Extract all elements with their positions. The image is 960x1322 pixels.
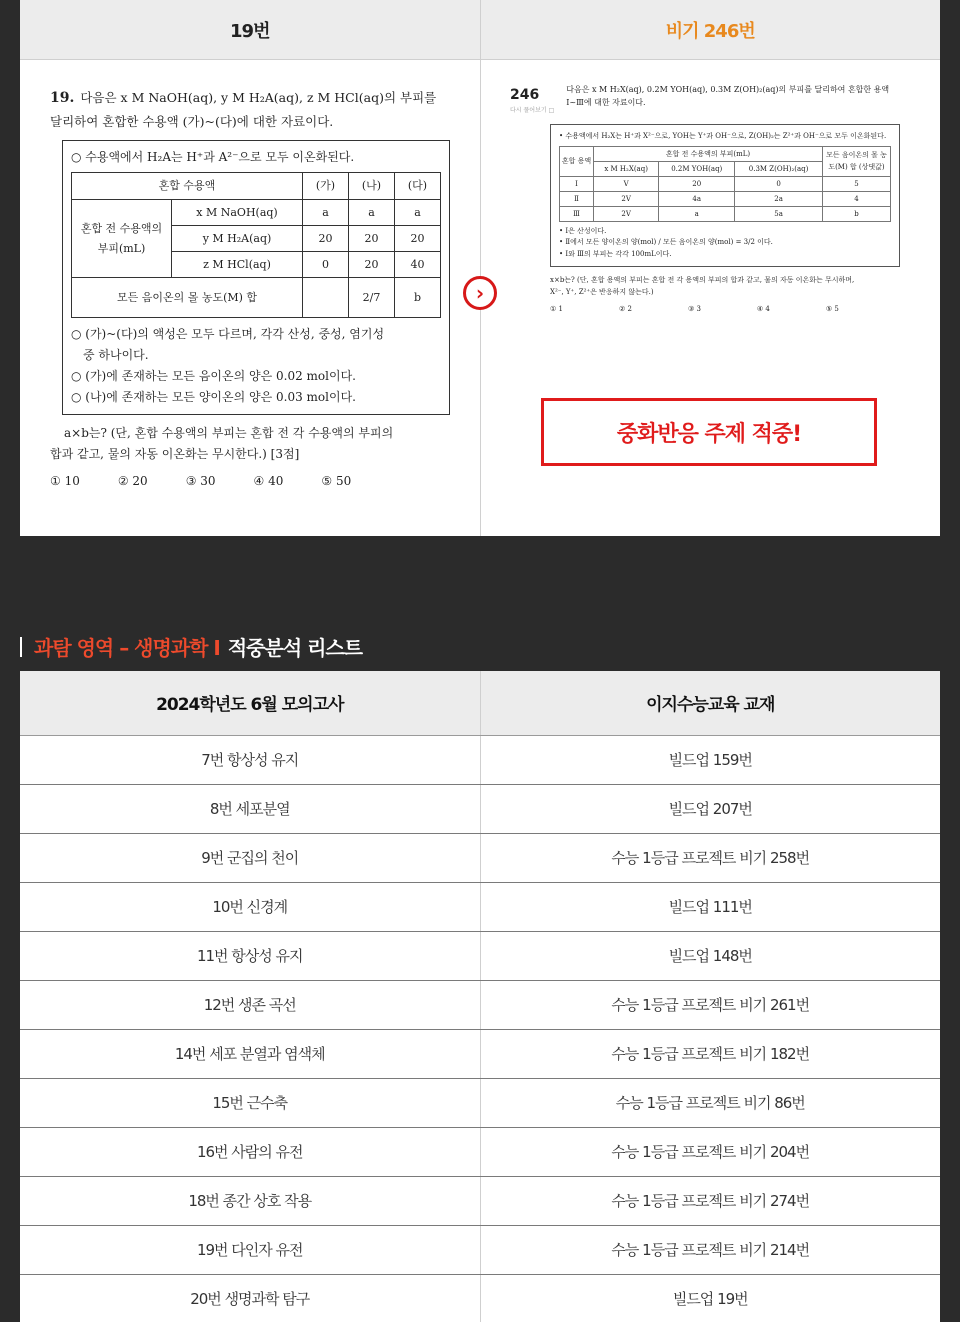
textbook-cell: 수능 1등급 프로젝트 비기 214번 [480, 1225, 940, 1274]
answer-choices [50, 471, 460, 492]
table-cell [303, 278, 349, 318]
title-bar [20, 637, 22, 657]
textbook-cell: 5a [735, 207, 823, 222]
comparison-body [20, 60, 940, 536]
condition-2: ○ (가)에 존재하는 모든 음이온의 양은 0.02 mol이다. [71, 369, 356, 384]
table-row [20, 980, 940, 1029]
table-row [20, 1078, 940, 1127]
box-intro: ○ 수용액에서 H₂A는 H⁺과 A²⁻으로 모두 이온화된다. [71, 150, 355, 165]
left-header: 19번 [20, 0, 481, 59]
table-row [20, 735, 940, 784]
choice: ⑤ 5 [825, 304, 839, 313]
question-table [71, 172, 441, 318]
exam-cell: 16번 사람의 유전 [20, 1127, 480, 1176]
textbook-cell: 5 [823, 177, 891, 192]
table-row [20, 1225, 940, 1274]
hit-callout: 중화반응 주제 적중! [541, 398, 877, 466]
choice: ② 2 [618, 304, 632, 313]
retry-label: 다시 풀어보기 □ [510, 107, 555, 115]
table-cell: 40 [395, 252, 441, 278]
table-row [20, 931, 940, 980]
choice: ③ 3 [687, 304, 701, 313]
table-last-label: 모든 음이온의 몰 농도(M) 합 [72, 278, 303, 318]
table-row-label: z M HCl(aq) [172, 252, 303, 278]
textbook-cond-2: • Ⅱ에서 모든 양이온의 양(mol) / 모든 음이온의 양(mol) = 3/2 이다. [559, 238, 773, 247]
textbook-cell: 수능 1등급 프로젝트 비기 274번 [480, 1176, 940, 1225]
textbook-cell: 수능 1등급 프로젝트 비기 261번 [480, 980, 940, 1029]
question-number: 19. [50, 90, 75, 106]
choice: ① 10 [50, 474, 80, 489]
choice: ④ 4 [756, 304, 770, 313]
textbook-cell: 수능 1등급 프로젝트 비기 86번 [480, 1078, 940, 1127]
textbook-stem-1: 다음은 x M H₂X(aq), 0.2M YOH(aq), 0.3M Z(OH)₂(aq)의 부피를 달리하여 혼합한 용액 [566, 85, 890, 94]
section-title-red: 과탐 영역 – 생명과학 I [34, 636, 220, 660]
choice: ⑤ 50 [321, 474, 352, 489]
table-row-label: x M NaOH(aq) [172, 199, 303, 225]
choice: ② 20 [117, 474, 148, 489]
textbook-table [559, 146, 891, 222]
exam-cell: 15번 근수축 [20, 1078, 480, 1127]
col-header-exam: 2024학년도 6월 모의고사 [20, 671, 480, 735]
question-ask-2: 합과 같고, 물의 자동 이온화는 무시한다.) [3점] [50, 447, 300, 462]
textbook-row-label: Ⅰ [560, 177, 594, 192]
textbook-cell: 4a [659, 192, 735, 207]
textbook-row-label: Ⅱ [560, 192, 594, 207]
choice: ① 1 [550, 304, 563, 313]
table-cell: 20 [395, 225, 441, 251]
table-cell: 0 [303, 252, 349, 278]
question-stem-1: 다음은 x M NaOH(aq), y M H₂A(aq), z M HCl(aq)의 부피를 [80, 90, 437, 105]
right-header: 비기 246번 [665, 20, 755, 42]
textbook-col: 0.3M Z(OH)₂(aq) [735, 162, 823, 177]
exam-cell: 8번 세포분열 [20, 784, 480, 833]
table-cell: b [395, 278, 441, 318]
textbook-cell: 2a [735, 192, 823, 207]
exam-cell: 18번 종간 상호 작용 [20, 1176, 480, 1225]
exam-cell: 12번 생존 곡선 [20, 980, 480, 1029]
table-row-label: y M H₂A(aq) [172, 225, 303, 251]
table-col: (나) [349, 173, 395, 199]
textbook-cell: 4 [823, 192, 891, 207]
exam-cell: 9번 군집의 천이 [20, 833, 480, 882]
comparison-header [20, 0, 940, 60]
table-cell: a [395, 199, 441, 225]
textbook-head-a: 혼합 용액 [560, 147, 594, 177]
textbook-cell: 수능 1등급 프로젝트 비기 204번 [480, 1127, 940, 1176]
table-row [20, 833, 940, 882]
exam-question-19 [50, 86, 460, 492]
col-header-textbook: 이지수능교육 교재 [480, 671, 940, 735]
textbook-head-c: 모든 음이온의 몰 농도(M) 합 (상댓값) [823, 147, 891, 177]
exam-cell: 14번 세포 분열과 염색체 [20, 1029, 480, 1078]
table-cell: 2/7 [349, 278, 395, 318]
analysis-list [20, 671, 940, 1322]
table-row [20, 784, 940, 833]
textbook-cell: V [594, 177, 659, 192]
table-col-head: 혼합 수용액 [72, 173, 303, 199]
textbook-box-intro: • 수용액에서 H₂X는 H⁺과 X²⁻으로, YOH는 Y⁺과 OH⁻으로, Z(OH)₂는 Z²⁺과 OH⁻으로 모두 이온화된다. [559, 131, 887, 140]
exam-cell: 11번 항상성 유지 [20, 931, 480, 980]
textbook-question-246 [510, 84, 930, 315]
analysis-table [20, 671, 940, 1322]
table-cell: 20 [349, 225, 395, 251]
exam-cell: 7번 항상성 유지 [20, 735, 480, 784]
exam-cell: 19번 다인자 유전 [20, 1225, 480, 1274]
table-row [20, 1029, 940, 1078]
exam-cell: 20번 생명과학 탐구 [20, 1274, 480, 1322]
table-col: (다) [395, 173, 441, 199]
table-row [20, 882, 940, 931]
textbook-col: 0.2M YOH(aq) [659, 162, 735, 177]
textbook-cell: 20 [659, 177, 735, 192]
table-cell: 20 [349, 252, 395, 278]
textbook-cell: a [659, 207, 735, 222]
textbook-cell: 빌드업 19번 [480, 1274, 940, 1322]
textbook-cond-1: • Ⅰ은 산성이다. [559, 227, 607, 236]
table-group-label: 혼합 전 수용액의 부피(mL) [72, 199, 172, 278]
condition-3: ○ (나)에 존재하는 모든 양이온의 양은 0.03 mol이다. [71, 390, 356, 405]
section-title-white: 적중분석 리스트 [227, 636, 363, 660]
textbook-choices [550, 304, 930, 315]
question-ask-1: a×b는? (단, 혼합 수용액의 부피는 혼합 전 각 수용액의 부피의 [64, 426, 394, 441]
question-data-box [62, 140, 450, 415]
textbook-cell: 빌드업 148번 [480, 931, 940, 980]
section-title [20, 632, 362, 661]
chevron-right-icon: › [463, 276, 497, 310]
textbook-cell: 빌드업 111번 [480, 882, 940, 931]
table-row [20, 1127, 940, 1176]
textbook-cell: 2V [594, 207, 659, 222]
table-cell: a [303, 199, 349, 225]
textbook-ask-1: x×b는? (단, 혼합 용액의 부피는 혼합 전 각 용액의 부피의 합과 같고, 물의 자동 이온화는 무시하며, [550, 275, 855, 284]
table-cell: a [349, 199, 395, 225]
table-row [20, 1274, 940, 1322]
textbook-cond-3: • Ⅰ와 Ⅲ의 부피는 각각 100mL이다. [559, 249, 672, 258]
condition-1b: 중 하나이다. [83, 348, 149, 363]
textbook-cell: 빌드업 159번 [480, 735, 940, 784]
condition-1: ○ (가)~(다)의 액성은 모두 다르며, 각각 산성, 중성, 염기성 [71, 327, 385, 342]
textbook-data-box [550, 124, 900, 267]
textbook-stem-2: Ⅰ~Ⅲ에 대한 자료이다. [566, 97, 646, 107]
textbook-ask-2: X²⁻, Y⁺, Z²⁺은 반응하지 않는다.) [550, 287, 654, 296]
table-cell: 20 [303, 225, 349, 251]
comparison-panel [20, 0, 940, 536]
textbook-col: x M H₂X(aq) [594, 162, 659, 177]
textbook-cell: 수능 1등급 프로젝트 비기 258번 [480, 833, 940, 882]
textbook-number: 246 [510, 87, 540, 103]
table-row [20, 1176, 940, 1225]
question-stem-2: 달리하여 혼합한 수용액 (가)~(다)에 대한 자료이다. [50, 113, 334, 129]
textbook-row-label: Ⅲ [560, 207, 594, 222]
textbook-cell: 수능 1등급 프로젝트 비기 182번 [480, 1029, 940, 1078]
exam-cell: 10번 신경계 [20, 882, 480, 931]
textbook-cell: 빌드업 207번 [480, 784, 940, 833]
table-col: (가) [303, 173, 349, 199]
textbook-cell: 0 [735, 177, 823, 192]
textbook-cell: 2V [594, 192, 659, 207]
textbook-head-b: 혼합 전 수용액의 부피(mL) [594, 147, 823, 162]
choice: ④ 40 [253, 474, 284, 489]
choice: ③ 30 [185, 474, 216, 489]
textbook-cell: b [823, 207, 891, 222]
